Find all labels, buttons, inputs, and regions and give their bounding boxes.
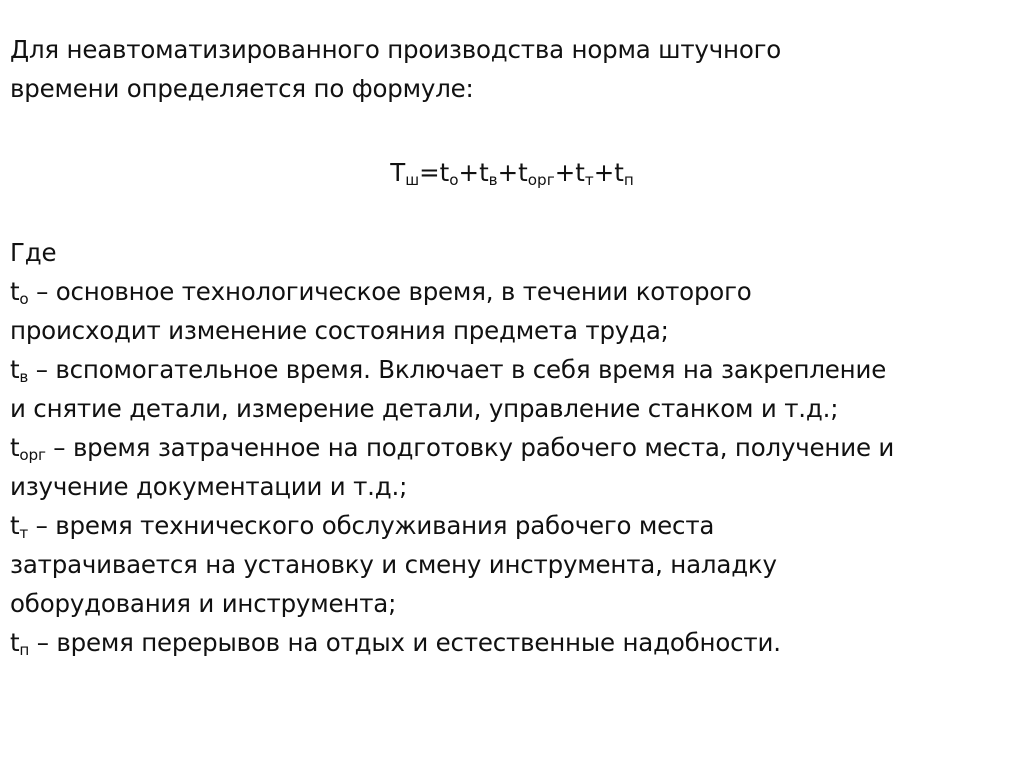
formula-t2: t: [479, 158, 489, 187]
formula-t4: t: [575, 158, 585, 187]
definition-t-org-symbol: t: [10, 433, 20, 462]
formula-t1-sub: о: [449, 170, 459, 189]
formula-plus-1: +: [458, 158, 480, 187]
definition-t-org-line-2: изучение документации и т.д.;: [10, 472, 408, 501]
formula-t4-sub: т: [584, 170, 594, 189]
definition-t-p-line-1: [10, 623, 1014, 662]
definition-t-org-line-1: [10, 428, 1014, 467]
definition-t-v-sub: в: [19, 367, 29, 386]
formula-t1: t: [439, 158, 450, 187]
definition-t-t-text-1: – время технического обслуживания рабочего места: [28, 511, 715, 540]
formula-plus-2: +: [497, 158, 519, 187]
formula-plus-3: +: [554, 158, 576, 187]
definition-t-p-symbol: t: [10, 628, 20, 657]
intro-line-1: Для неавтоматизированного производства норма штучного: [10, 35, 782, 64]
formula-t2-sub: в: [488, 170, 498, 189]
definition-t-t-line-2: затрачивается на установку и смену инструмента, наладку: [10, 550, 777, 579]
definition-t-o-line-1: [10, 272, 1014, 311]
definition-t-o-line-2: происходит изменение состояния предмета труда;: [10, 316, 669, 345]
definition-t-v-line-1: [10, 350, 1014, 389]
definition-t-t-symbol: t: [10, 511, 20, 540]
definition-t-o-sub: о: [19, 289, 29, 308]
formula-t3-sub: орг: [527, 170, 555, 189]
definition-t-t-line-3: оборудования и инструмента;: [10, 589, 397, 618]
definition-t-p-sub: п: [19, 640, 30, 659]
formula-T: T: [390, 158, 406, 187]
formula-equals: =: [419, 158, 440, 187]
definition-t-v-symbol: t: [10, 355, 20, 384]
definition-t-org-text-1: – время затраченное на подготовку рабочего места, получение и: [45, 433, 895, 462]
formula-t5-sub: п: [623, 170, 634, 189]
definition-t-p-text-1: – время перерывов на отдых и естественные надобности.: [29, 628, 781, 657]
formula: [0, 153, 1024, 192]
definition-t-t-sub: т: [19, 523, 29, 542]
formula-plus-4: +: [593, 158, 615, 187]
definition-t-o-text-1: – основное технологическое время, в течении которого: [28, 277, 752, 306]
intro-paragraph: [10, 30, 1014, 108]
formula-t3: t: [518, 158, 528, 187]
definition-t-o-symbol: t: [10, 277, 20, 306]
intro-line-2: времени определяется по формуле:: [10, 74, 474, 103]
definition-t-org-sub: орг: [19, 445, 46, 464]
definitions-block: [10, 233, 1014, 662]
formula-T-sub: ш: [405, 170, 420, 189]
definition-t-v-line-2: и снятие детали, измерение детали, управление станком и т.д.;: [10, 394, 839, 423]
where-label: Где: [10, 238, 57, 267]
definition-t-v-text-1: – вспомогательное время. Включает в себя время на закрепление: [28, 355, 887, 384]
definition-t-t-line-1: [10, 506, 1014, 545]
formula-t5: t: [614, 158, 624, 187]
